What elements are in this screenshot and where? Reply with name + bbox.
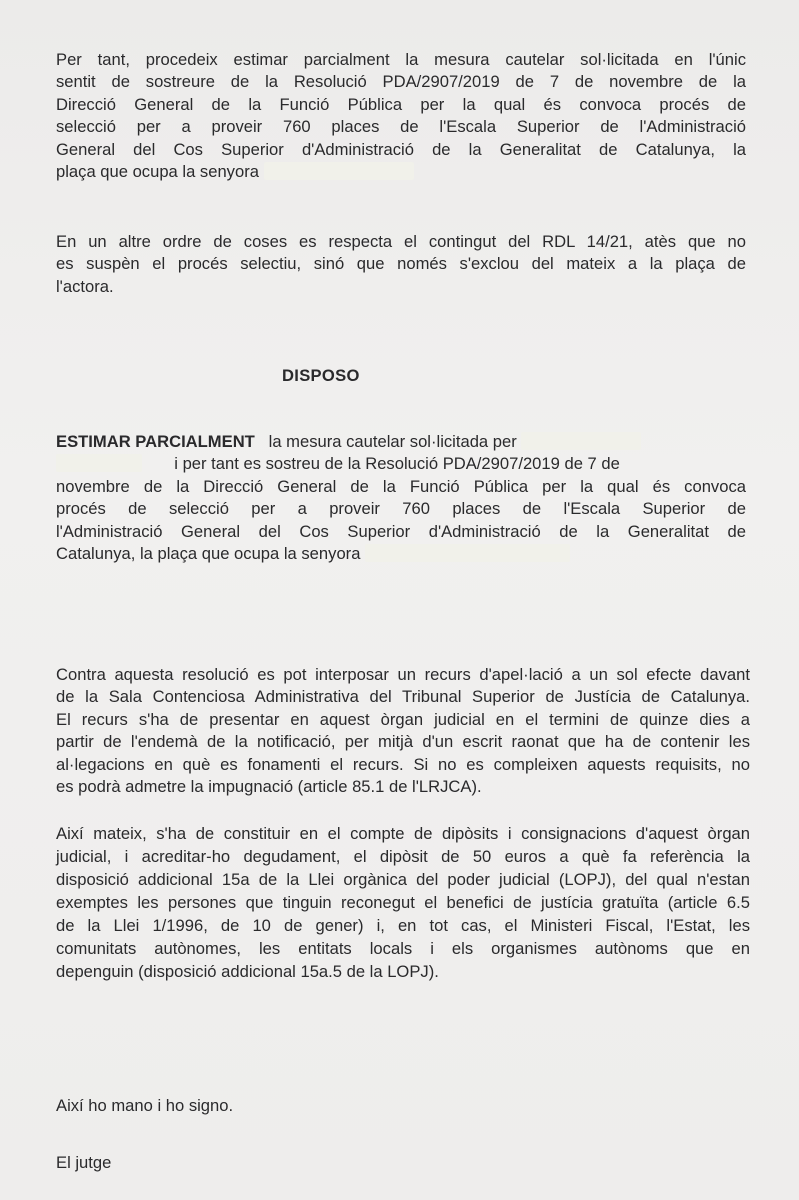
paragraph-3-line: al·legacions en què es fonamenti el recurs. Si no es compleixen aquests requisits, no [56,754,750,774]
paragraph-4-line: de la Llei 1/1996, de 10 de gener) i, en tot cas, el Ministeri Fiscal, l'Estat, les [56,916,750,935]
dispositive-paragraph [56,431,746,565]
paragraph-2-line: l'actora. [56,276,114,296]
paragraph-1 [56,49,746,183]
redacted-name [264,162,414,180]
dispositive-bold-lead: ESTIMAR PARCIALMENT [56,432,255,451]
paragraph-1-line-text: plaça que ocupa la senyora [56,162,259,182]
paragraph-1-line: Direcció General de la Funció Pública per la qual és convoca procés de [56,94,746,114]
paragraph-2 [56,231,746,298]
redacted-name [521,432,641,450]
signature-label: El jutge [56,1153,112,1172]
paragraph-3-line: de la Sala Contenciosa Administrativa del Tribunal Superior de Justícia de Catalunya. [56,687,750,707]
dispositive-line-text: i per tant es sostreu de la Resolució PDA/2907/2019 de 7 de [174,454,620,474]
paragraph-4 [56,822,750,983]
paragraph-2-line: es suspèn el procés selectiu, sinó que només s'exclou del mateix a la plaça de [56,254,746,274]
dispositive-line-text: Catalunya, la plaça que ocupa la senyora [56,544,361,564]
paragraph-3 [56,664,750,798]
paragraph-3-line: partir de l'endemà de la notificació, per mitjà d'un escrit raonat que ha de contenir les [56,732,750,752]
closing-formula: Així ho mano i ho signo. [56,1096,234,1115]
paragraph-1-line: Per tant, procedeix estimar parcialment la mesura cautelar sol·licitada en l'únic [56,50,746,69]
paragraph-4-line: exemptes les persones que tinguin reconegut el benefici de justícia gratuïta (article 6.5 [56,893,750,912]
dispositive-line: l'Administració General del Cos Superior d'Administració de la Generalitat de [56,521,746,541]
redacted-name [365,544,570,562]
redacted-name [56,454,142,472]
paragraph-2-line: En un altre ordre de coses es respecta el contingut del RDL 14/21, atès que no [56,232,746,251]
paragraph-4-line: Així mateix, s'ha de constituir en el compte de dipòsits i consignacions d'aquest òrgan [56,824,750,843]
paragraph-1-line [56,161,746,183]
dispositive-line [56,543,746,565]
dispositive-line-text: la mesura cautelar sol·licitada per [268,432,517,451]
paragraph-3-line: Contra aquesta resolució es pot interposar un recurs d'apel·lació a un sol efecte davant [56,665,750,684]
dispositive-line: procés de selecció per a proveir 760 places de l'Escala Superior de [56,499,746,519]
paragraph-3-line: es podrà admetre la impugnació (article 85.1 de l'LRJCA). [56,777,482,797]
paragraph-4-line: judicial, i acreditar-ho degudament, el dipòsit de 50 euros a què fa referència la [56,847,750,866]
dispositive-line [56,431,746,453]
paragraph-4-line: disposició addicional 15a de la Llei orgànica del poder judicial (LOPJ), del qual n'estan [56,870,750,889]
dispositive-line: novembre de la Direcció General de la Funció Pública per la qual és convoca [56,476,746,496]
paragraph-4-line: comunitats autònomes, les entitats locals i els organismes autònoms que en [56,939,750,958]
paragraph-4-line: depenguin (disposició addicional 15a.5 de la LOPJ). [56,962,439,981]
paragraph-1-line: selecció per a proveir 760 places de l'Escala Superior de l'Administració [56,117,746,137]
paragraph-3-line: El recurs s'ha de presentar en aquest òrgan judicial en el termini de quinze dies a [56,709,750,729]
section-heading: DISPOSO [282,366,360,385]
paragraph-1-line: General del Cos Superior d'Administració de la Generalitat de Catalunya, la [56,139,746,159]
dispositive-line [56,453,746,475]
paragraph-1-line: sentit de sostreure de la Resolució PDA/2907/2019 de 7 de novembre de la [56,72,746,92]
